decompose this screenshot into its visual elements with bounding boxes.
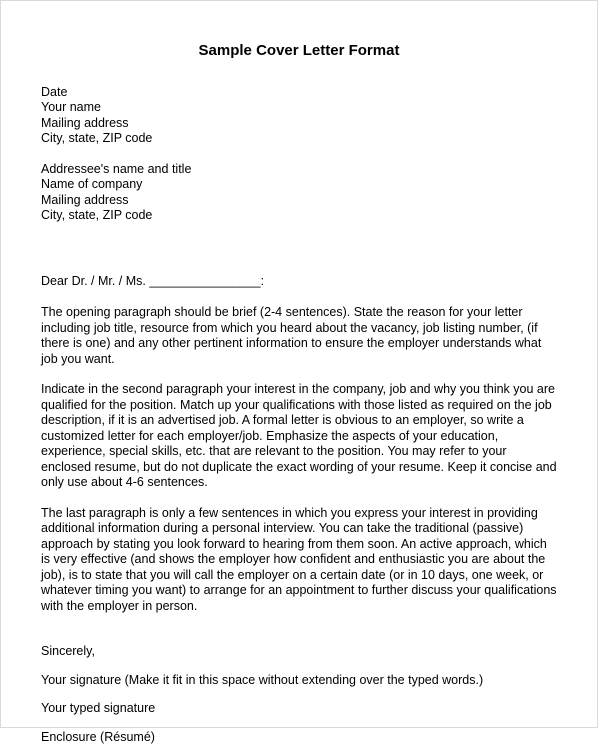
closing-paragraph: The last paragraph is only a few sentences in which you express your interest in providing additional information during a personal interview. You can take the traditional (passive) approach by stating you look forward to hearing from them soon. An active approach, which is very effective (and shows the employer how confident and enthusiastic you are about the job), is to state that you will call the employer on a certain date (or in 10 days, one week, or whatever timing you want) to arrange for an appointment to further discuss your qualifications with the employer in person. bbox=[41, 506, 557, 615]
body-paragraph: Indicate in the second paragraph your interest in the company, job and why you think you are qualified for the position. Match up your qualifications with those listed as required on the job description, if it is an advertised job. A formal letter is obvious to an employer, so write a customized letter for each employer/job. Emphasize the aspects of your education, experience, special skills, etc. that are relevant to the position. You may refer to your enclosed resume, but do not duplicate the exact wording of your resume. Keep it concise and only use about 4-6 sentences. bbox=[41, 382, 557, 491]
sender-date-line: Date bbox=[41, 85, 557, 101]
opening-paragraph: The opening paragraph should be brief (2-4 sentences). State the reason for your letter including job title, resource from which you heard about the vacancy, job listing number, (if there is one) and any other pertinent information to ensure the employer understands what job you want. bbox=[41, 305, 557, 367]
addressee-city-line: City, state, ZIP code bbox=[41, 208, 557, 224]
addressee-name-line: Addressee's name and title bbox=[41, 162, 557, 178]
sender-address-line: Mailing address bbox=[41, 116, 557, 132]
addressee-company-line: Name of company bbox=[41, 177, 557, 193]
typed-signature-line: Your typed signature bbox=[41, 701, 557, 717]
valediction-line: Sincerely, bbox=[41, 644, 557, 660]
enclosure-line: Enclosure (Résumé) bbox=[41, 730, 557, 745]
letter-content bbox=[1, 1, 597, 745]
sender-city-line: City, state, ZIP code bbox=[41, 131, 557, 147]
sender-block bbox=[41, 85, 557, 147]
signature-note-line: Your signature (Make it fit in this space without extending over the typed words.) bbox=[41, 673, 557, 689]
page-title: Sample Cover Letter Format bbox=[41, 43, 557, 59]
addressee-block bbox=[41, 162, 557, 224]
salutation-line: Dear Dr. / Mr. / Ms. ________________: bbox=[41, 274, 557, 290]
addressee-address-line: Mailing address bbox=[41, 193, 557, 209]
sender-name-line: Your name bbox=[41, 100, 557, 116]
